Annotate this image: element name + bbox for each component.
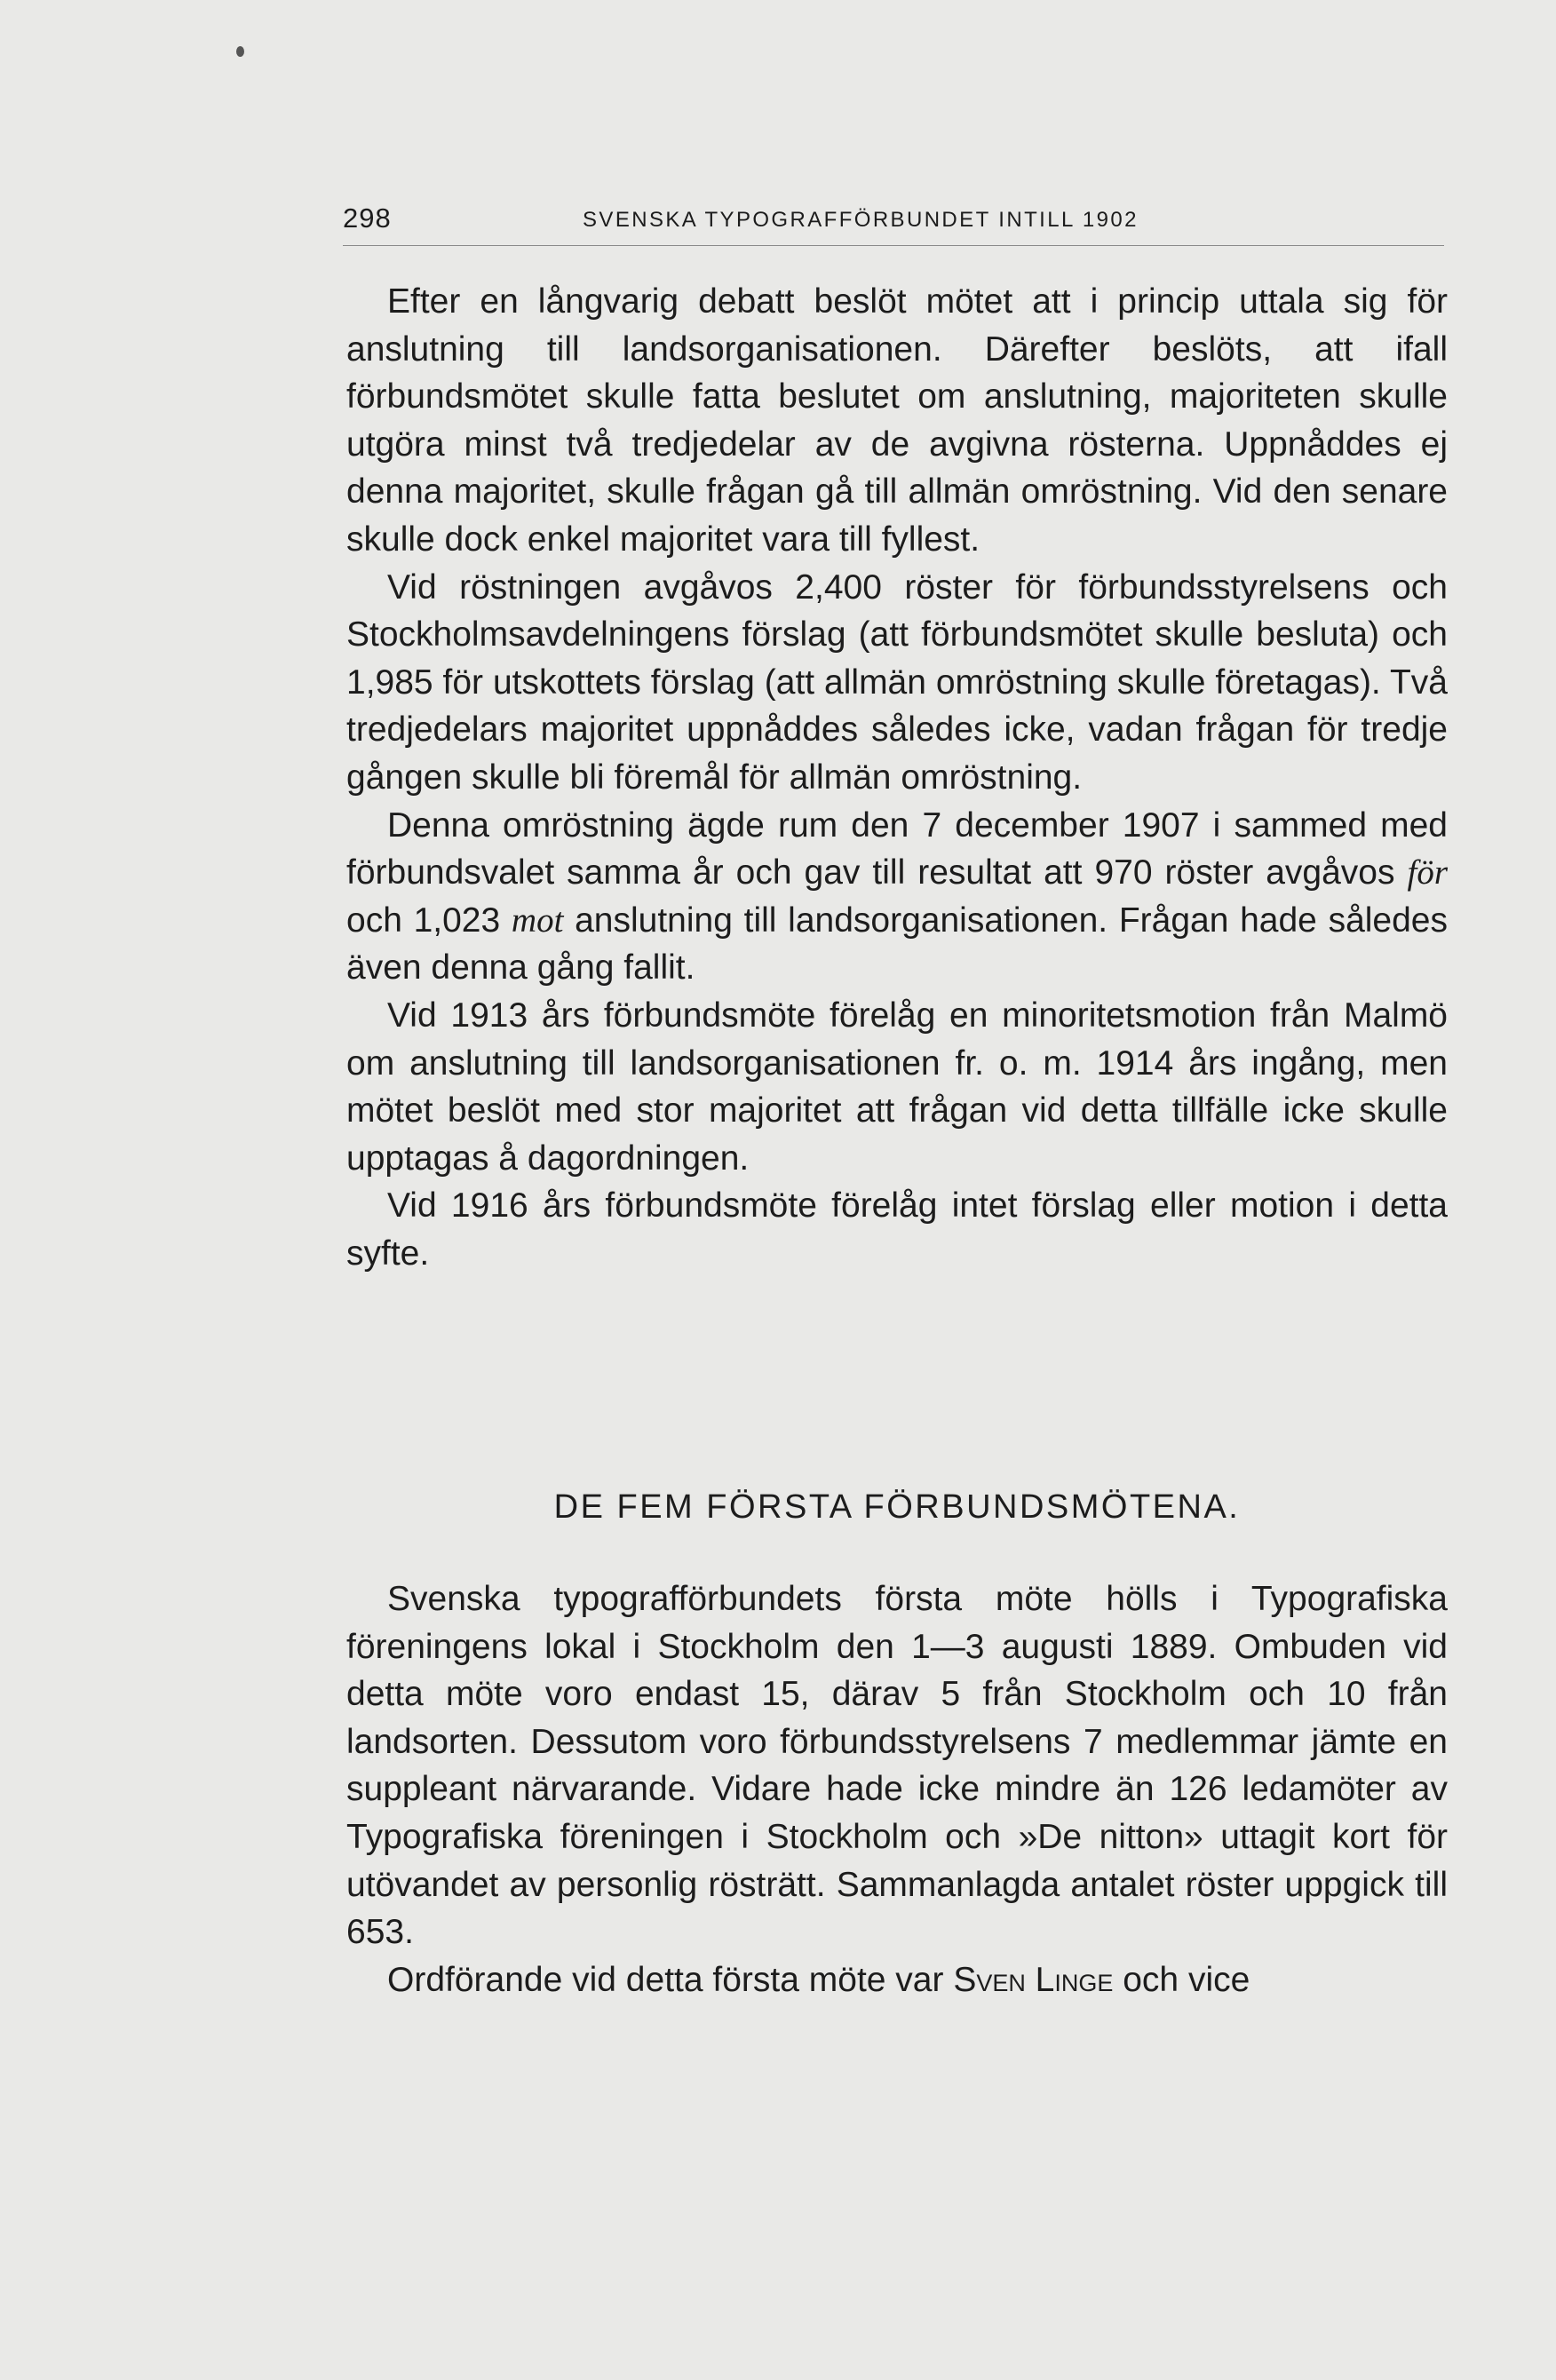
italic-word: mot [511, 900, 564, 940]
person-name: Sven Linge [953, 1960, 1114, 1999]
paragraph: Vid 1916 års förbundsmöte förelåg intet förslag eller motion i detta syfte. [346, 1186, 1448, 1273]
text-run: och 1,023 [346, 900, 512, 940]
text-run: Denna omröstning ägde rum den 7 december 1907 i sammed med förbundsvalet samma år och gav till resultat att 970 röster avgåvos [346, 805, 1448, 892]
running-title: SVENSKA TYPOGRAFFÖRBUNDET INTILL 1902 [583, 208, 1139, 232]
text-run: anslutning till landsorganisationen. Frågan hade således även denna gång fallit. [346, 900, 1448, 988]
paragraph [346, 1956, 1448, 2004]
paragraph: Vid 1913 års förbundsmöte förelåg en minoritetsmotion från Malmö om anslutning till landsorganisationen fr. o. m. 1914 års ingång, men mötet beslöt med stor majoritet att frågan vid detta tillfälle icke skulle upptagas å dagordningen. [346, 996, 1448, 1178]
italic-word: för [1407, 853, 1448, 892]
paragraph: Svenska typografförbundets första möte hölls i Typografiska föreningens lokal i Stockholm den 1—3 augusti 1889. Ombuden vid detta möte voro endast 15, därav 5 från Stockholm och 10 från landsorten. Dessutom voro förbundsstyrelsens 7 medlemmar jämte en suppleant närvarande. Vidare hade icke mindre än 126 ledamöter av Typografiska föreningen i Stockholm och »De nitton» uttagit kort för utövandet av personlig rösträtt. Sammanlagda antalet röster uppgick till 653. [346, 1580, 1448, 1952]
paragraph: Vid röstningen avgåvos 2,400 röster för förbundsstyrelsens och Stockholmsavdelningens förslag (att förbundsmötet skulle besluta) och 1,985 för utskottets förslag (att allmän omröstning skulle företagas). Två tredjedelars majoritet uppnåddes således icke, vadan frågan för tredje gången skulle bli föremål för allmän omröstning. [346, 567, 1448, 797]
main-text [346, 278, 1448, 1277]
paragraph [346, 802, 1448, 992]
text-run: och vice [1113, 1960, 1250, 1999]
ink-speck [236, 46, 244, 57]
page-number: 298 [343, 202, 392, 234]
section-heading: DE FEM FÖRSTA FÖRBUNDSMÖTENA. [553, 1488, 1241, 1526]
running-header [343, 202, 1444, 246]
paragraph: Efter en långvarig debatt beslöt mötet att i princip uttala sig för anslutning till landsorganisationen. Därefter beslöts, att ifall förbundsmötet skulle fatta beslutet om anslutning, majoriteten skulle utgöra minst två tredjedelar av de avgivna rösterna. Uppnåddes ej denna majoritet, skulle frågan gå till allmän omröstning. Vid den senare skulle dock enkel majoritet vara till fyllest. [346, 282, 1448, 559]
section-text [346, 1575, 1448, 2003]
text-run: Ordförande vid detta första möte var [387, 1960, 954, 1999]
